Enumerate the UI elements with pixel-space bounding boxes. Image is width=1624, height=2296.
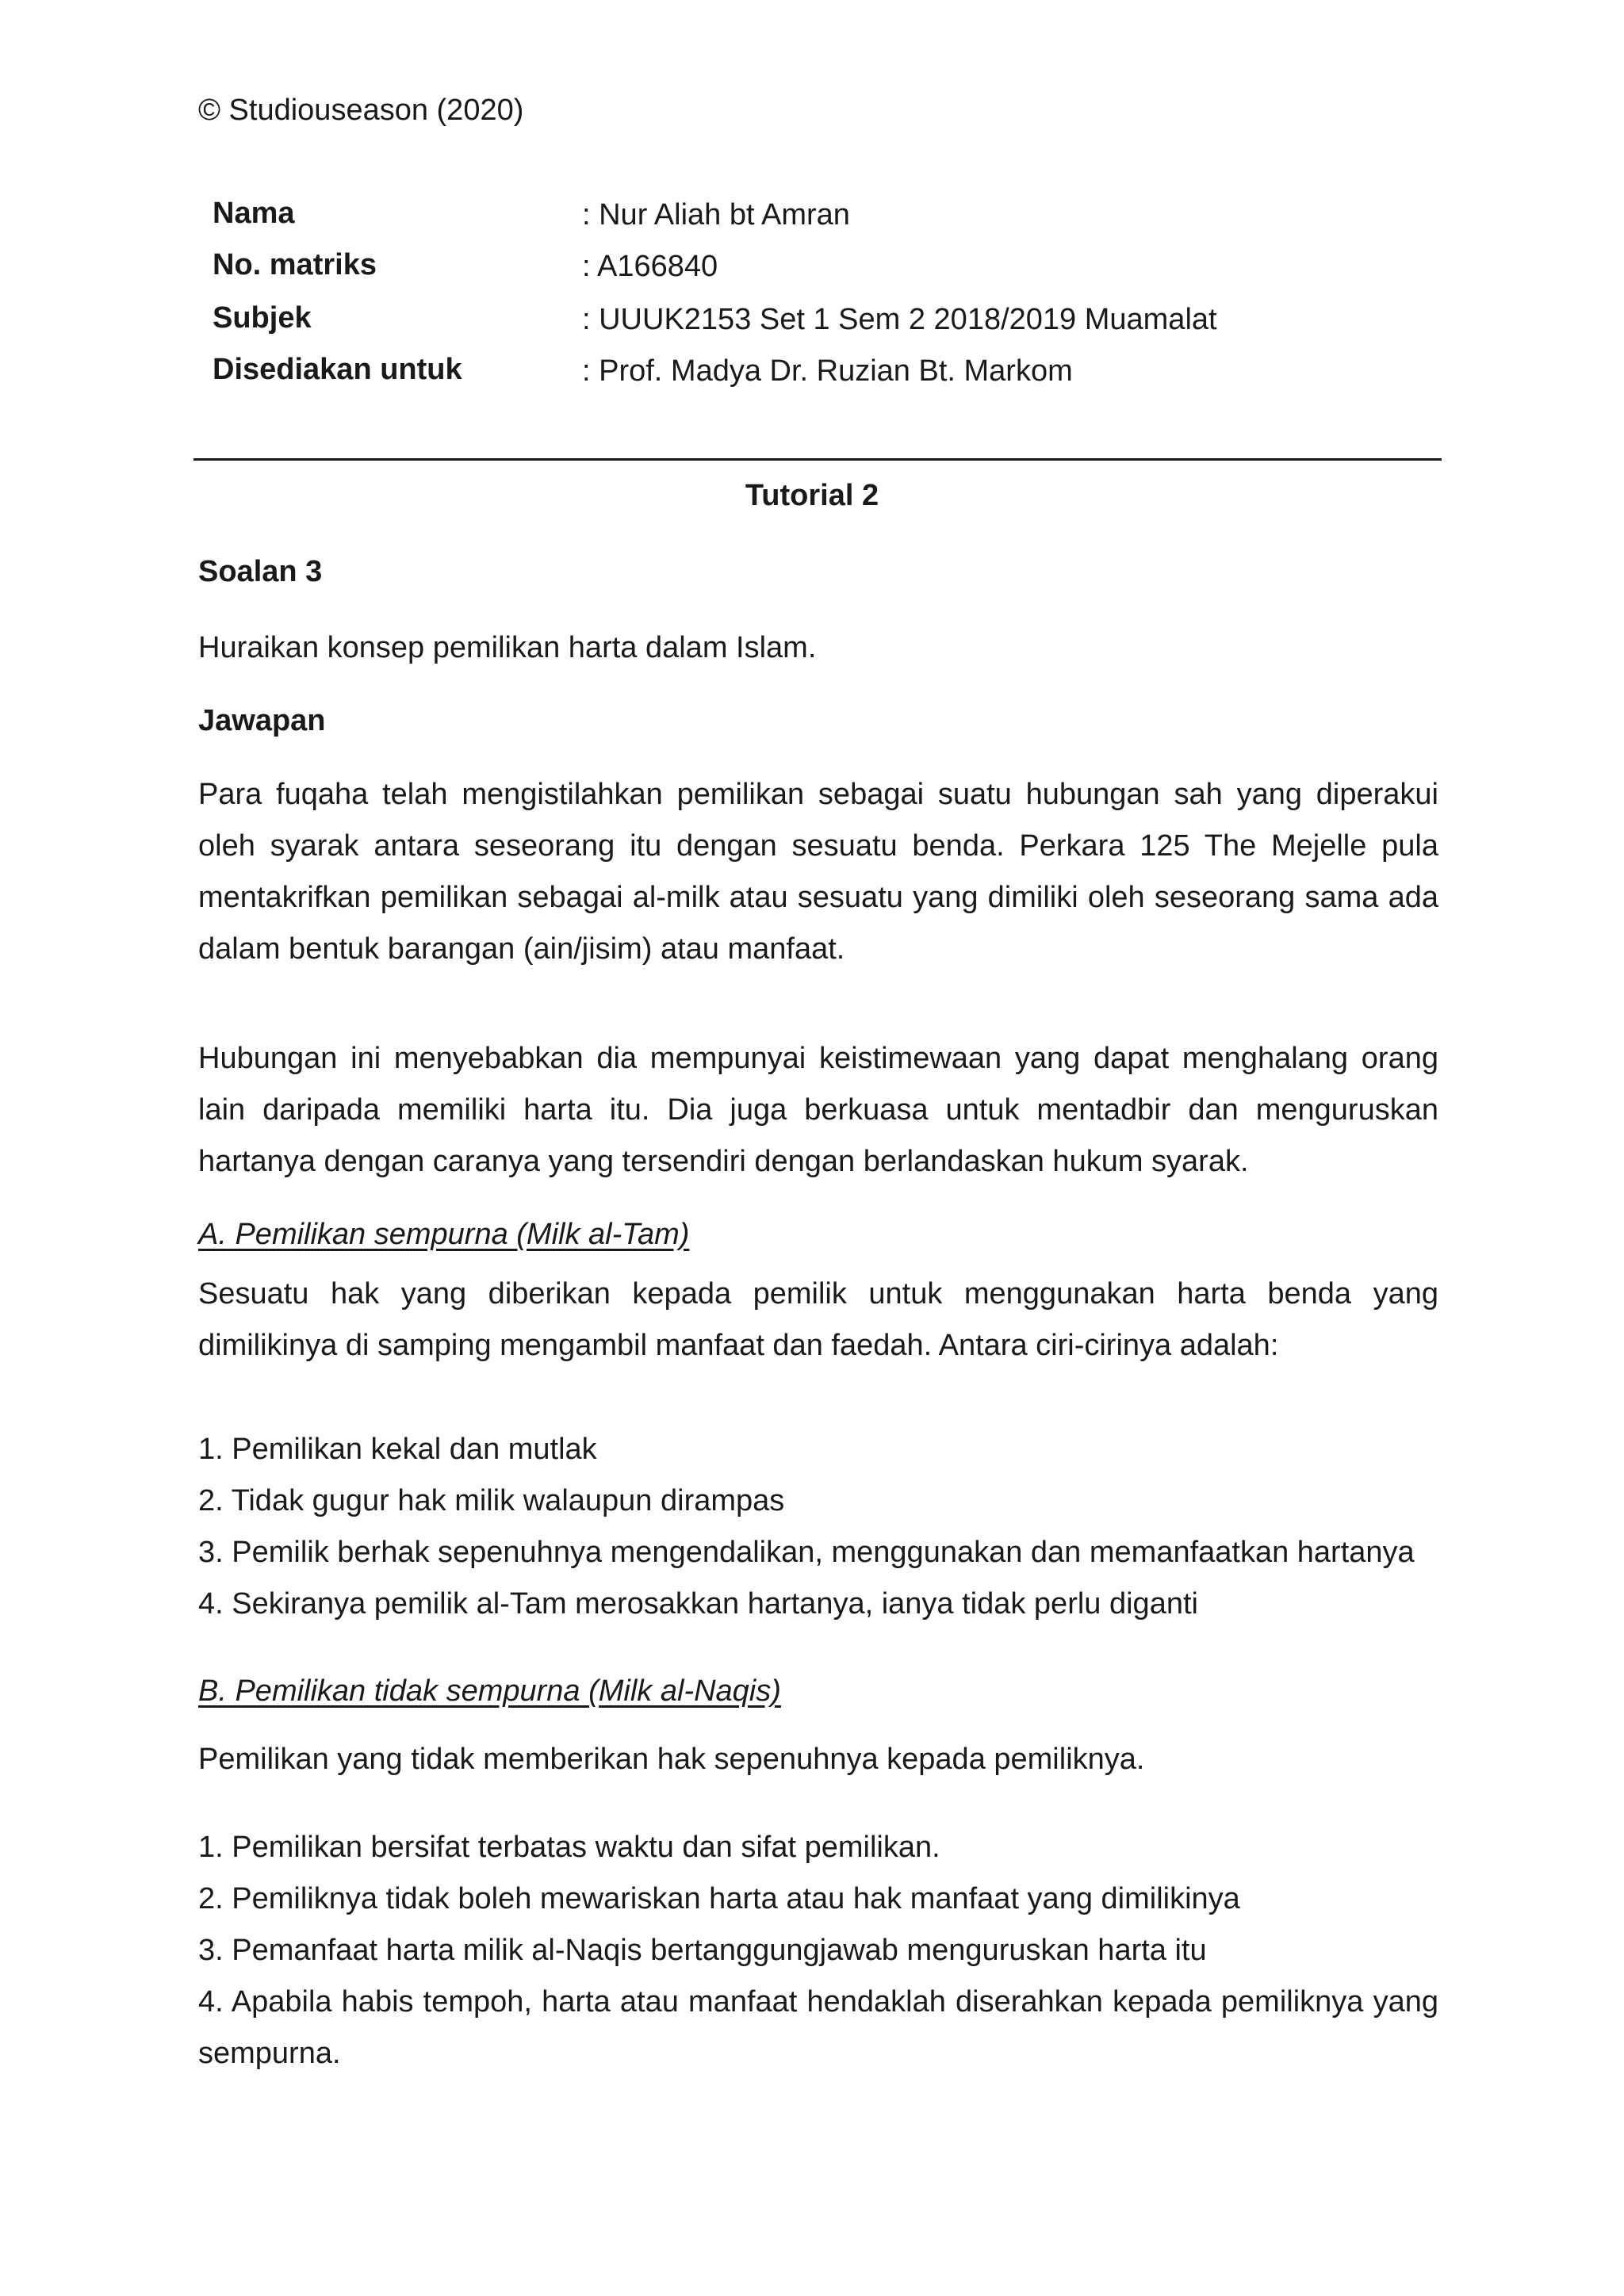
page-title: Tutorial 2 [745, 479, 879, 512]
list-item: 1. Pemilikan bersifat terbatas waktu dan sifat pemilikan. [198, 1831, 940, 1864]
section-b-list [198, 1822, 1438, 2080]
section-b-text: Pemilikan yang tidak memberikan hak sepenuhnya kepada pemiliknya. [198, 1743, 1145, 1776]
list-item: 3. Pemilik berhak sepenuhnya mengendalikan, menggunakan dan memanfaatkan hartanya [198, 1536, 1415, 1569]
question-heading: Soalan 3 [198, 555, 323, 588]
list-item: 4. Sekiranya pemilik al-Tam merosakkan hartanya, ianya tidak perlu diganti [198, 1587, 1198, 1621]
copyright-notice: © Studiouseason (2020) [198, 94, 524, 127]
info-value-subjek: : UUUK2153 Set 1 Sem 2 2018/2019 Muamalat [582, 303, 1217, 336]
section-b-heading: B. Pemilikan tidak sempurna (Milk al-Naqis) [198, 1674, 781, 1708]
list-item: 2. Tidak gugur hak milik walaupun dirampas [198, 1484, 785, 1517]
info-value-matriks: : A166840 [582, 250, 718, 283]
section-a-heading: A. Pemilikan sempurna (Milk al-Tam) [198, 1218, 690, 1251]
info-label-matriks: No. matriks [213, 248, 377, 281]
section-a-text: Sesuatu hak yang diberikan kepada pemilik untuk menggunakan harta benda yang dimilikinya di samping mengambil manfaat dan faedah. Antara ciri-cirinya adalah: [198, 1277, 1438, 1362]
section-a-list [198, 1424, 1438, 1630]
horizontal-divider [193, 458, 1442, 461]
info-label-subjek: Subjek [213, 301, 312, 335]
answer-paragraph-1: Para fuqaha telah mengistilahkan pemilikan sebagai suatu hubungan sah yang diperakui oleh syarak antara seseorang itu dengan sesuatu benda. Perkara 125 The Mejelle pula mentakrifkan pemilikan sebagai al-milk atau sesuatu yang dimiliki oleh seseorang sama ada dalam bentuk barangan (ain/jisim) atau manfaat. [198, 778, 1438, 966]
list-item: 2. Pemiliknya tidak boleh mewariskan harta atau hak manfaat yang dimilikinya [198, 1882, 1240, 1915]
info-value-disediakan: : Prof. Madya Dr. Ruzian Bt. Markom [582, 354, 1073, 388]
info-value-nama: : Nur Aliah bt Amran [582, 198, 850, 232]
answer-heading: Jawapan [198, 704, 326, 737]
question-text: Huraikan konsep pemilikan harta dalam Islam. [198, 631, 817, 664]
answer-paragraph-2: Hubungan ini menyebabkan dia mempunyai keistimewaan yang dapat menghalang orang lain daripada memiliki harta itu. Dia juga berkuasa untuk mentadbir dan menguruskan hartanya dengan caranya yang tersendiri dengan berlandaskan hukum syarak. [198, 1042, 1438, 1178]
list-item: 1. Pemilikan kekal dan mutlak [198, 1433, 597, 1466]
list-item: 4. Apabila habis tempoh, harta atau manfaat hendaklah diserahkan kepada pemiliknya yang sempurna. [198, 1985, 1438, 2070]
list-item: 3. Pemanfaat harta milik al-Naqis bertanggungjawab menguruskan harta itu [198, 1934, 1207, 1967]
info-label-disediakan: Disediakan untuk [213, 353, 462, 386]
info-label-nama: Nama [213, 197, 295, 230]
